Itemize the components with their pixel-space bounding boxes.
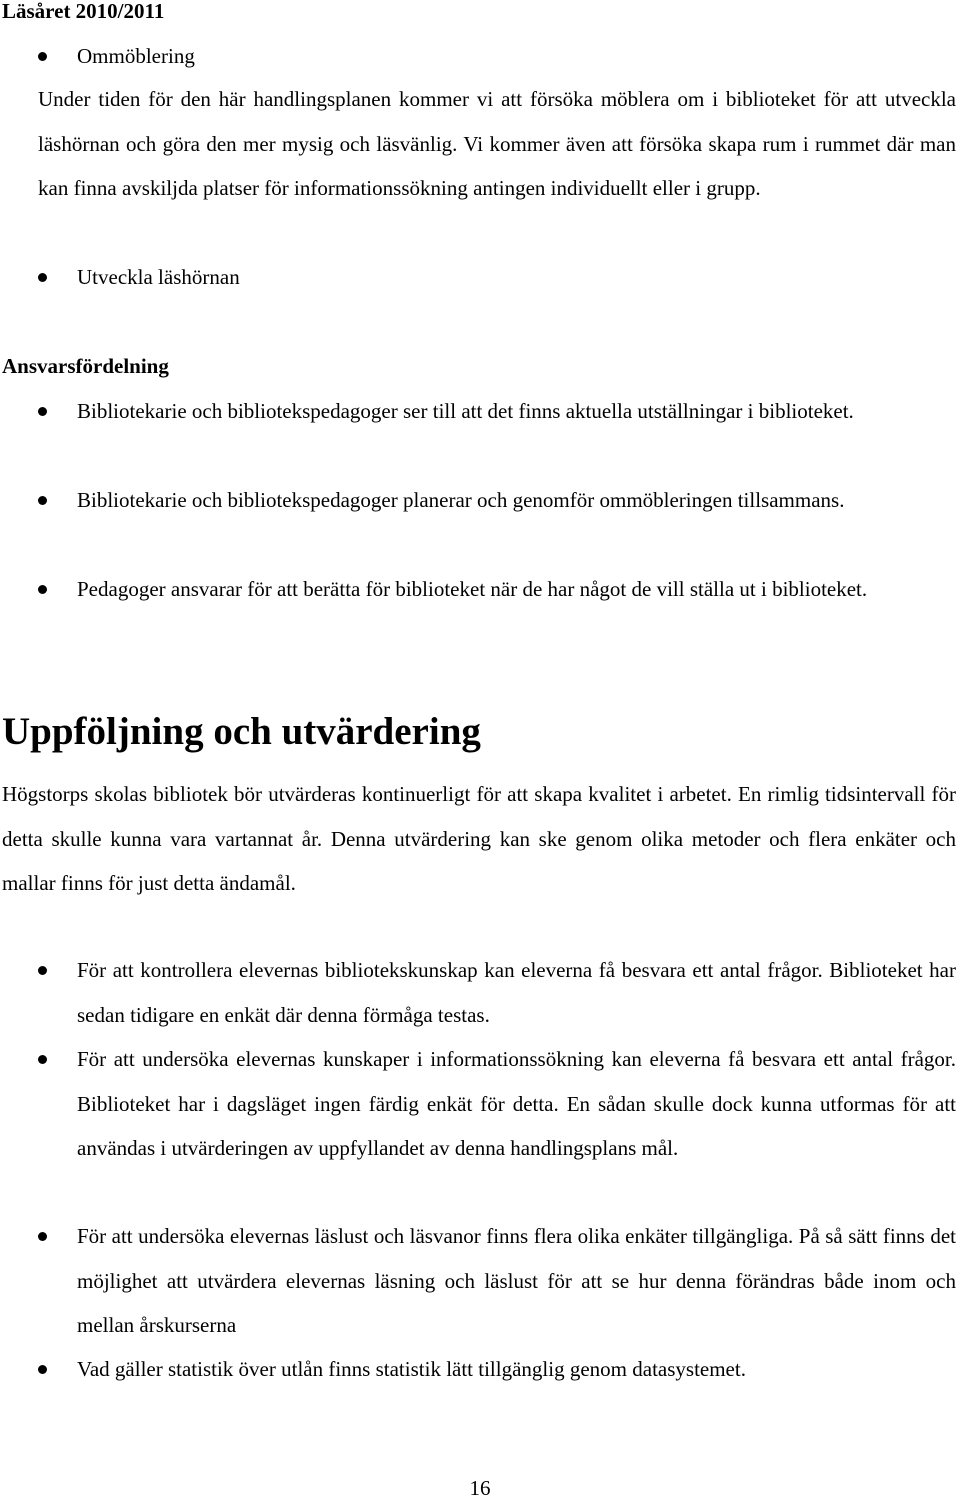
uppfoljning-heading: Uppföljning och utvärdering (2, 710, 481, 753)
section-label: Läsåret 2010/2011 (2, 0, 165, 23)
bullet-icon (38, 1055, 47, 1064)
list-item-text: Bibliotekarie och bibliotekspedagoger planerar och genomför ommöbleringen tillsammans. (77, 488, 845, 512)
list-item-text: Bibliotekarie och bibliotekspedagoger ser till att det finns aktuella utställningar i biblioteket. (77, 399, 854, 423)
list-item-text: För att kontrollera elevernas bibliotekskunskap kan eleverna få besvara ett antal frågor. Biblioteket har sedan tidigare en enkät där denna förmåga testas. (77, 958, 956, 1027)
list-item-text: Pedagoger ansvarar för att berätta för biblioteket när de har något de vill ställa ut i biblioteket. (77, 577, 868, 601)
bullet-icon (38, 966, 47, 975)
list-item-text: Ommöblering (77, 44, 195, 68)
list-item-text: Utveckla läshörnan (77, 265, 240, 289)
uppfoljning-paragraph: Högstorps skolas bibliotek bör utvärderas kontinuerligt för att skapa kvalitet i arbetet. En rimlig tidsintervall för detta skulle kunna vara vartannat år. Denna utvärdering kan ske genom olika metoder och flera enkäter och mallar finns för just detta ändamål. (2, 782, 956, 895)
bullet-icon (38, 273, 47, 282)
list-item-text: Vad gäller statistik över utlån finns statistik lätt tillgänglig genom datasystemet. (77, 1357, 746, 1381)
bullet-icon (38, 407, 47, 416)
bullet-icon (38, 496, 47, 505)
bullet-icon (38, 585, 47, 594)
ansvar-heading: Ansvarsfördelning (2, 354, 169, 378)
page-number: 16 (469, 1476, 491, 1500)
bullet-icon (38, 1232, 47, 1241)
ommoblering-paragraph: Under tiden för den här handlingsplanen kommer vi att försöka möblera om i biblioteket för att utveckla läshörnan och göra den mer mysig och läsvänlig. Vi kommer även att försöka skapa rum i rummet där man kan finna avskiljda platser för informationssökning antingen individuellt eller i grupp. (38, 87, 956, 200)
bullet-icon (38, 52, 47, 61)
bullet-icon (38, 1365, 47, 1374)
list-item-text: För att undersöka elevernas kunskaper i informationssökning kan eleverna få besvara ett antal frågor. Biblioteket har i dagsläget ingen färdig enkät för detta. En sådan skulle dock kunna utformas för att användas i utvärderingen av uppfyllandet av denna handlingsplans mål. (77, 1047, 956, 1160)
list-item-text: För att undersöka elevernas läslust och läsvanor finns flera olika enkäter tillgängliga. På så sätt finns det möjlighet att utvärdera elevernas läsning och läslust för att se hur denna förändras både inom och mellan årskurserna (77, 1224, 956, 1337)
